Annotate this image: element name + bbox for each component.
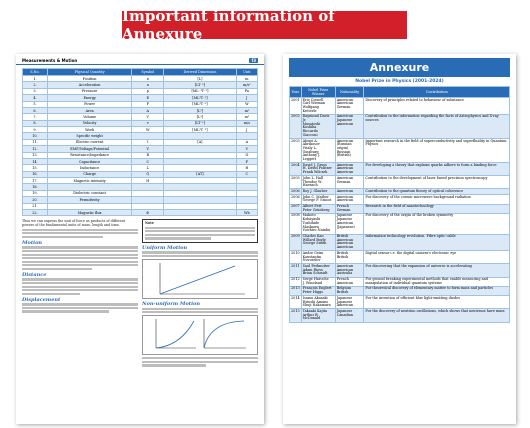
uniform-graph-svg	[143, 260, 257, 298]
table-cell: m	[236, 76, 257, 82]
table-cell: L	[132, 165, 164, 171]
table-cell: Pa	[236, 88, 257, 94]
table-cell: W	[132, 127, 164, 133]
table-cell: m/s²	[236, 82, 257, 88]
table-cell: Dielectric constant	[47, 190, 131, 196]
table-cell: [LT⁻²]	[164, 82, 237, 88]
table-cell: For discovery of the cosmic microwave background radiation	[364, 195, 510, 204]
table-cell: J	[236, 127, 257, 133]
table-cell: F	[236, 158, 257, 164]
table-cell: 2014	[290, 296, 302, 309]
table-cell: Q	[132, 171, 164, 177]
table-cell: 10.	[23, 133, 48, 139]
table-cell: Takaaki Kajita Arthur B. McDonald	[301, 309, 335, 322]
table-cell: C	[132, 158, 164, 164]
non-uniform-graph-svg	[143, 316, 257, 354]
table-cell: American Japanese American	[335, 114, 364, 138]
table-cell: Serge Haroche J. Wineland	[301, 277, 335, 286]
page-badge: f3	[251, 58, 256, 63]
table-cell: Japanese Canadian	[335, 309, 364, 322]
heading-motion: Motion	[22, 239, 43, 246]
table-cell: French German	[335, 204, 364, 213]
table-cell: 9.	[23, 127, 48, 133]
nobel-row	[290, 98, 510, 115]
table-cell: French American	[335, 277, 364, 286]
table-cell: 2010	[290, 251, 302, 264]
table-cell: Permittivity	[47, 197, 131, 203]
nobel-row	[290, 296, 510, 309]
quantity-row	[23, 209, 258, 215]
table-cell: Albert Fert Peter Grünberg	[301, 204, 335, 213]
table-cell: Charge	[47, 171, 131, 177]
table-cell: 16.	[23, 171, 48, 177]
table-cell: Isamu Akasaki Hiroshi Amano Shuji Nakamura	[301, 296, 335, 309]
table-cell: 2012	[290, 277, 302, 286]
table-cell: Belgium British	[335, 286, 364, 295]
table-cell: 11.	[23, 139, 48, 145]
table-cell: 12.	[23, 146, 48, 152]
table-cell: Power	[47, 101, 131, 107]
table-cell: Eric Cornell Carl Wieman Wolfgang Ketterle	[301, 98, 335, 115]
nobel-row	[290, 195, 510, 204]
table-cell: 2005	[290, 176, 302, 189]
nobel-row	[290, 114, 510, 138]
table-cell: 2008	[290, 213, 302, 234]
table-cell: 6.	[23, 107, 48, 113]
heading-non-uniform-motion: Non-uniform Motion	[142, 301, 200, 308]
table-cell: 2015	[290, 309, 302, 322]
table-cell: Andre Geim Konstantin Novoselov	[301, 251, 335, 264]
table-cell: François Englert Peter Higgs	[301, 286, 335, 295]
table-cell: Specific weight	[47, 133, 131, 139]
table-cell: 7.	[23, 114, 48, 120]
column-header: Physical Quantity	[47, 69, 131, 76]
table-cell: Work	[47, 127, 131, 133]
table-cell: Contribution to the quantum theory of optical coherence	[364, 189, 510, 195]
left-document-page	[16, 54, 264, 424]
table-cell: Electric current	[47, 139, 131, 145]
table-cell: American American Australia	[335, 264, 364, 277]
table-cell: [AT]	[164, 171, 237, 177]
table-cell: Capacitance	[47, 158, 131, 164]
table-cell: 2007	[290, 204, 302, 213]
heading-distance: Distance	[22, 272, 47, 279]
table-cell: m/s	[236, 120, 257, 126]
column-header: Derived Dimension	[164, 69, 237, 76]
table-cell: P	[132, 101, 164, 107]
table-cell: John C. Mather George F. Smoot	[301, 195, 335, 204]
column-header: Symbol	[132, 69, 164, 76]
table-cell: For theoretical discovery of elementary matter to form mass and particles	[364, 286, 510, 295]
table-cell: American (Russian origin) Russian (British)	[335, 139, 364, 163]
table-cell: Φ	[132, 209, 164, 215]
table-cell: V	[132, 146, 164, 152]
quantity-table	[22, 68, 258, 216]
table-cell: British American American American	[335, 234, 364, 251]
table-cell: Contribution to the information regarding the facts of Astrophysics and X-ray sources	[364, 114, 510, 138]
table-cell: 2003	[290, 139, 302, 163]
table-cell: Energy	[47, 95, 131, 101]
table-cell: American American American	[335, 163, 364, 176]
table-cell: 2001	[290, 98, 302, 115]
table-cell: H	[236, 165, 257, 171]
table-cell: For ground breaking experimental methods that enable measuring and manipulation of individual quantum systems	[364, 277, 510, 286]
table-cell: Makoto Kobayashi Toshihide Maskawa Yoichiro Nambu	[301, 213, 335, 234]
table-cell: 2013	[290, 286, 302, 295]
nobel-row	[290, 234, 510, 251]
table-cell: Pressure	[47, 88, 131, 94]
table-cell: Important research in the field of superconductivity and superfluidity in Quantum Physics	[364, 139, 510, 163]
nobel-row	[290, 176, 510, 189]
table-cell: I	[132, 139, 164, 145]
table-cell	[164, 209, 237, 215]
table-cell: Alexei A. Abrikosov Vitaly L. Ginzburg Anthony J. Leggett	[301, 139, 335, 163]
table-cell: [L³]	[164, 114, 237, 120]
table-cell: 15.	[23, 165, 48, 171]
table-cell: Wb	[236, 209, 257, 215]
table-cell: v	[132, 120, 164, 126]
table-cell: E	[132, 95, 164, 101]
table-cell: Discovery of principles related to behaviour of substance	[364, 98, 510, 115]
table-cell: 3.	[23, 88, 48, 94]
table-cell: For developing a theory that explains quarks adhere to form a binding force	[364, 163, 510, 176]
banner-title: Important information of Annexure	[122, 7, 335, 43]
table-cell: For the invention of efficient blue light-emitting diodes	[364, 296, 510, 309]
table-cell: A	[132, 107, 164, 113]
table-cell: [ML²T⁻²]	[164, 95, 237, 101]
table-cell: [A]	[164, 139, 237, 145]
nobel-row	[290, 251, 510, 264]
table-cell: Research in the field of nanotechnology	[364, 204, 510, 213]
header-banner	[122, 7, 407, 43]
table-cell: Acceleration	[47, 82, 131, 88]
table-cell: m²	[236, 107, 257, 113]
table-cell: [L²]	[164, 107, 237, 113]
table-cell: [ML⁻¹T⁻²]	[164, 88, 237, 94]
right-document-page	[283, 54, 516, 424]
non-uniform-motion-graphs	[142, 315, 258, 355]
table-cell: British British	[335, 251, 364, 264]
table-cell: J	[236, 95, 257, 101]
table-cell: Contribution to the development of laser based precision spectroscopy	[364, 176, 510, 189]
table-cell: [LT⁻¹]	[164, 120, 237, 126]
table-cell: W	[236, 101, 257, 107]
nobel-row	[290, 204, 510, 213]
table-cell: [L]	[164, 76, 237, 82]
table-cell: C	[236, 171, 257, 177]
table-cell: 2011	[290, 264, 302, 277]
table-cell: 2002	[290, 114, 302, 138]
table-cell: 14.	[23, 158, 48, 164]
intro-text: Thus we can express the unit of force as products of different powers of the fundamental units of mass, length and time.	[22, 219, 126, 228]
table-cell: Volume	[47, 114, 131, 120]
table-cell: Roy J. Glauber	[301, 189, 335, 195]
table-cell: m³	[236, 114, 257, 120]
table-cell: American	[335, 189, 364, 195]
table-cell: Resistance/Impedance	[47, 152, 131, 158]
annexure-title: Annexure	[289, 58, 510, 77]
table-cell: John L. Hall Theodor W. Haensch	[301, 176, 335, 189]
text-column-left	[22, 219, 138, 368]
table-cell: Position	[47, 76, 131, 82]
table-cell: 20.	[23, 197, 48, 203]
table-cell: 22.	[23, 209, 48, 215]
table-cell: Magnetic intensity	[47, 178, 131, 184]
table-cell: 2.	[23, 82, 48, 88]
table-cell: Information technology revolution. Fibre optic cable	[364, 234, 510, 251]
table-cell: For discovering that the expansion of universe is accelerating	[364, 264, 510, 277]
nobel-row	[290, 277, 510, 286]
table-cell: For the discovery of neutrino oscillations, which shows that neutrinos have mass	[364, 309, 510, 322]
table-cell: a	[132, 82, 164, 88]
table-cell: For discovery of the origin of the broken symmetry	[364, 213, 510, 234]
heading-uniform-motion: Uniform Motion	[142, 244, 188, 251]
table-cell: 2004	[290, 163, 302, 176]
table-cell: Inductance	[47, 165, 131, 171]
note-label: Note	[145, 221, 154, 226]
section-header	[16, 54, 264, 65]
table-cell: Velocity	[47, 120, 131, 126]
table-cell: 21.	[23, 203, 48, 209]
table-cell: 2006	[290, 195, 302, 204]
nobel-row	[290, 213, 510, 234]
table-cell: 4.	[23, 95, 48, 101]
table-cell: p	[132, 88, 164, 94]
nobel-table	[289, 86, 510, 323]
table-cell: EMF/Voltage/Potential	[47, 146, 131, 152]
table-cell: 2009	[290, 234, 302, 251]
table-cell: R	[132, 152, 164, 158]
table-cell: [ML²T⁻²]	[164, 127, 237, 133]
table-cell: American German	[335, 176, 364, 189]
table-cell: 1.	[23, 76, 48, 82]
column-header: S.No.	[23, 69, 48, 76]
table-cell: Charles Kao Willard Boyle George Smith	[301, 234, 335, 251]
table-cell: H	[132, 178, 164, 184]
table-cell: Area	[47, 107, 131, 113]
table-cell: Digital sensor i.e. the digital camera's electronic eye	[364, 251, 510, 264]
table-cell: American American	[335, 195, 364, 204]
column-header: Contribution	[364, 87, 510, 98]
nobel-subtitle: Nobel Prize in Physics (2001-2024)	[355, 79, 444, 84]
table-cell: x	[132, 76, 164, 82]
column-header: Unit	[236, 69, 257, 76]
heading-displacement: Displacement	[22, 296, 61, 303]
column-header: Nationality	[335, 87, 364, 98]
table-cell: 5.	[23, 101, 48, 107]
section-title: Measurements & Motion	[22, 58, 78, 63]
table-cell: V	[132, 114, 164, 120]
nobel-row	[290, 286, 510, 295]
nobel-row	[290, 163, 510, 176]
nobel-row	[290, 264, 510, 277]
table-cell: 8.	[23, 120, 48, 126]
table-cell: A	[236, 139, 257, 145]
table-cell: Japanese Japanese American (Japanese)	[335, 213, 364, 234]
table-cell: Japanese Japanese American	[335, 296, 364, 309]
table-cell: David J. Gross H. David Politzer Frank Wilczek	[301, 163, 335, 176]
text-columns	[16, 219, 264, 368]
table-cell: Raymond Davis Jr. Masatoshi Koshiba Riccardo Giacconi	[301, 114, 335, 138]
table-cell: 18.	[23, 184, 48, 190]
table-cell: 2006	[291, 188, 300, 193]
note-box	[142, 219, 258, 243]
column-header: Year	[290, 87, 302, 98]
table-cell: 17.	[23, 178, 48, 184]
table-cell: V	[236, 146, 257, 152]
column-header: Nobel Prize Winner	[301, 87, 335, 98]
table-cell: Magnetic flux	[47, 209, 131, 215]
nobel-row	[290, 309, 510, 322]
uniform-motion-graph	[142, 259, 258, 299]
table-cell: Ω	[236, 152, 257, 158]
text-column-right	[142, 219, 258, 368]
table-cell: 19.	[23, 190, 48, 196]
table-cell: [ML²T⁻³]	[164, 101, 237, 107]
nobel-row	[290, 139, 510, 163]
table-cell: Saul Perlmutter Adam Riess Brian Schmidt	[301, 264, 335, 277]
table-cell: 13.	[23, 152, 48, 158]
table-cell: American American German	[335, 98, 364, 115]
